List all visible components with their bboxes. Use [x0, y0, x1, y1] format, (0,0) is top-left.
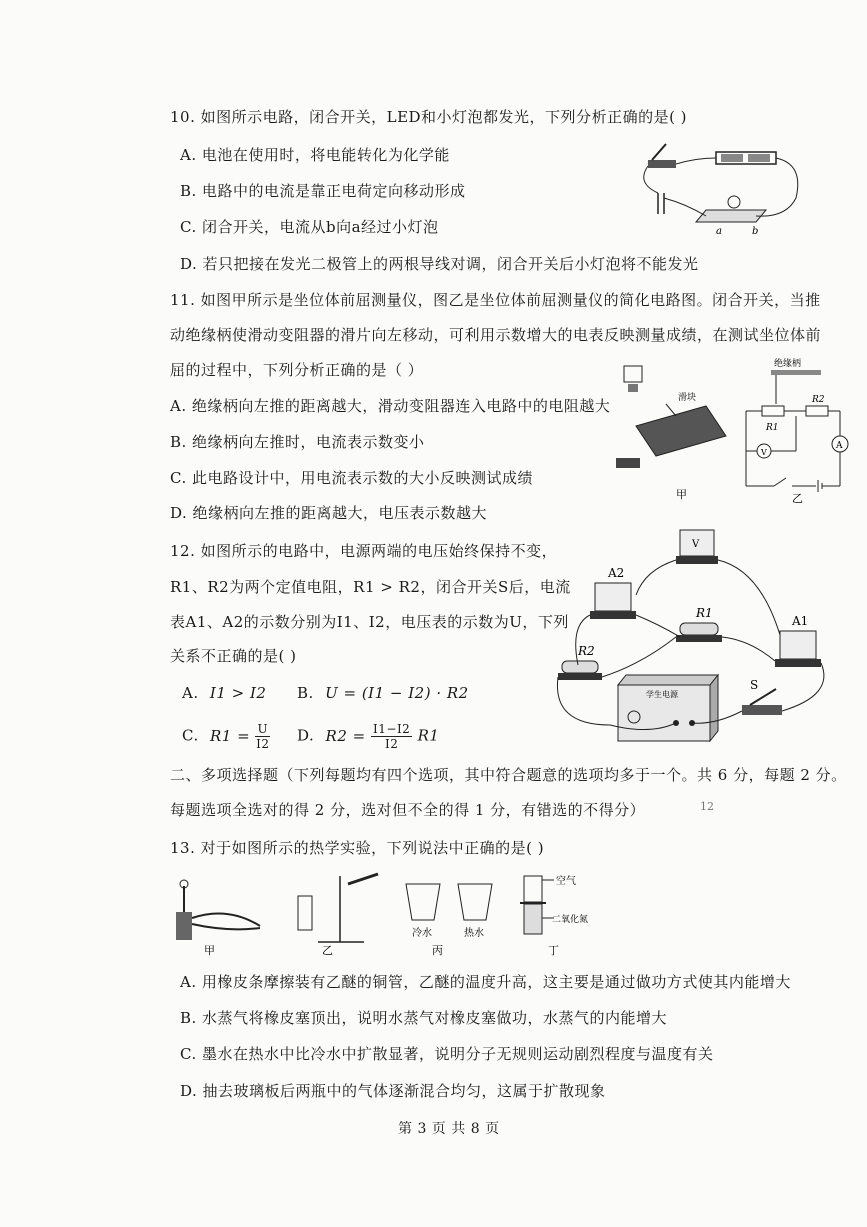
q13-option-c: C. 墨水在热水中比冷水中扩散显著，说明分子无规则运动剧烈程度与温度有关	[180, 1045, 714, 1063]
q10-stem: 10. 如图所示电路，闭合开关，LED和小灯泡都发光，下列分析正确的是( )	[170, 108, 688, 126]
q13-option-a: A. 用橡皮条摩擦装有乙醚的铜管，乙醚的温度升高，这主要是通过做功方式使其内能增大	[180, 973, 791, 991]
q12-option-d	[297, 722, 439, 751]
q11-handle-label: 绝缘柄	[774, 359, 802, 369]
q13-stem: 13. 对于如图所示的热学实验，下列说法中正确的是( )	[170, 839, 545, 857]
q13-label-jia: 甲	[204, 944, 215, 957]
q13-label-no2: 二氧化氮	[552, 915, 589, 925]
q12-stem-line4: 关系不正确的是( )	[170, 647, 297, 665]
q10-option-a: A. 电池在使用时，将电能转化为化学能	[180, 146, 450, 164]
q10-option-d: D. 若只把接在发光二极管上的两根导线对调，闭合开关后小灯泡将不能发光	[180, 255, 699, 273]
q12-stem-line3: 表A1、A2的示数分别为I1、I2，电压表的示数为U，下列	[170, 613, 569, 631]
q12-option-d-rhs: R1	[417, 726, 440, 745]
q11-ammeter: A	[836, 441, 843, 451]
q13-label-cold-water: 冷水	[412, 928, 432, 939]
page-footer: 第 3 页 共 8 页	[398, 1121, 500, 1137]
q13-label-yi: 乙	[322, 944, 333, 957]
q13-option-b: B. 水蒸气将橡皮塞顶出，说明水蒸气对橡皮塞做功，水蒸气的内能增大	[180, 1009, 668, 1027]
section2-heading-line2: 每题选项全选对的得 2 分，选对但不全的得 1 分，有错选的不得分）	[170, 801, 646, 819]
q11-figure	[606, 356, 851, 506]
q12-option-d-denominator: I2	[384, 737, 399, 751]
q12-option-d-label: D.	[297, 726, 315, 745]
q13-label-bing: 丙	[432, 944, 443, 957]
q12-option-c-denominator: I2	[256, 737, 270, 751]
margin-mark: 12	[700, 800, 714, 813]
q13-label-air: 空气	[556, 876, 576, 887]
q12-option-c-label: C.	[182, 726, 199, 745]
q12-option-b-label: B.	[297, 684, 314, 702]
q11-slider-label: 滑块	[678, 393, 697, 403]
q12-option-b-formula: U = (I1 − I2) · R2	[325, 684, 469, 702]
q12-option-c	[182, 722, 270, 751]
q12-label-r2: R2	[578, 644, 595, 658]
q12-stem-line1: 12. 如图所示的电路中，电源两端的电压始终保持不变，	[170, 542, 558, 560]
q12-option-c-fraction	[255, 722, 270, 751]
q13-label-ding: 丁	[548, 944, 559, 957]
q12-option-a-label: A.	[182, 684, 199, 702]
q12-option-d-fraction	[371, 722, 412, 751]
q11-option-c: C. 此电路设计中，用电流表示数的大小反映测试成绩	[170, 469, 533, 487]
q10-label-b: b	[752, 226, 759, 237]
q12-option-b	[297, 683, 469, 703]
q11-fig-jia: 甲	[676, 488, 687, 501]
q10-option-b: B. 电路中的电流是靠正电荷定向移动形成	[180, 182, 466, 200]
q11-stem-line1: 11. 如图甲所示是坐位体前屈测量仪，图乙是坐位体前屈测量仪的简化电路图。闭合开关，当推	[170, 291, 821, 309]
q12-label-a1: A1	[792, 614, 809, 628]
q11-option-d: D. 绝缘柄向左推的距离越大，电压表示数越大	[170, 504, 488, 522]
q13-label-hot-water: 热水	[464, 928, 484, 939]
q13-figures	[168, 866, 608, 958]
q12-label-s: S	[750, 678, 759, 692]
q11-option-b: B. 绝缘柄向左推时，电流表示数变小	[170, 433, 425, 451]
q11-r2: R2	[812, 395, 825, 405]
q12-option-d-lhs: R2 =	[325, 726, 366, 745]
q11-voltmeter: V	[761, 448, 767, 457]
q11-stem-line3: 屈的过程中，下列分析正确的是（ ）	[170, 361, 424, 379]
q12-option-a-formula: I1 > I2	[209, 684, 267, 702]
q12-label-r1: R1	[696, 606, 713, 620]
section2-heading-line1: 二、多项选择题（下列每题均有四个选项，其中符合题意的选项均多于一个。共 6 分，每题 2 分。	[170, 766, 847, 784]
q12-option-c-numerator: U	[257, 722, 269, 736]
q11-fig-yi: 乙	[792, 492, 803, 505]
q12-power-supply-label: 学生电源	[646, 690, 678, 699]
q10-circuit-figure	[636, 138, 806, 238]
q11-option-a: A. 绝缘柄向左推的距离越大，滑动变阻器连入电路中的电阻越大	[170, 397, 611, 415]
q12-label-a2: A2	[608, 566, 625, 580]
q12-stem-line2: R1、R2为两个定值电阻，R1 > R2，闭合开关S后，电流	[170, 578, 571, 596]
q13-option-d: D. 抽去玻璃板后两瓶中的气体逐渐混合均匀，这属于扩散现象	[180, 1082, 606, 1100]
q12-option-d-numerator: I1−I2	[373, 722, 411, 736]
q12-option-c-lhs: R1 =	[210, 726, 251, 745]
q11-stem-line2: 动绝缘柄使滑动变阻器的滑片向左移动，可利用示数增大的电表反映测量成绩，在测试坐位体前	[170, 326, 822, 344]
q10-label-a: a	[716, 226, 722, 237]
q12-voltmeter-symbol: V	[692, 539, 700, 550]
q11-r1: R1	[766, 423, 779, 433]
q10-option-c: C. 闭合开关，电流从b向a经过小灯泡	[180, 218, 439, 236]
q12-circuit-figure	[550, 525, 840, 750]
q12-option-a	[182, 683, 266, 703]
